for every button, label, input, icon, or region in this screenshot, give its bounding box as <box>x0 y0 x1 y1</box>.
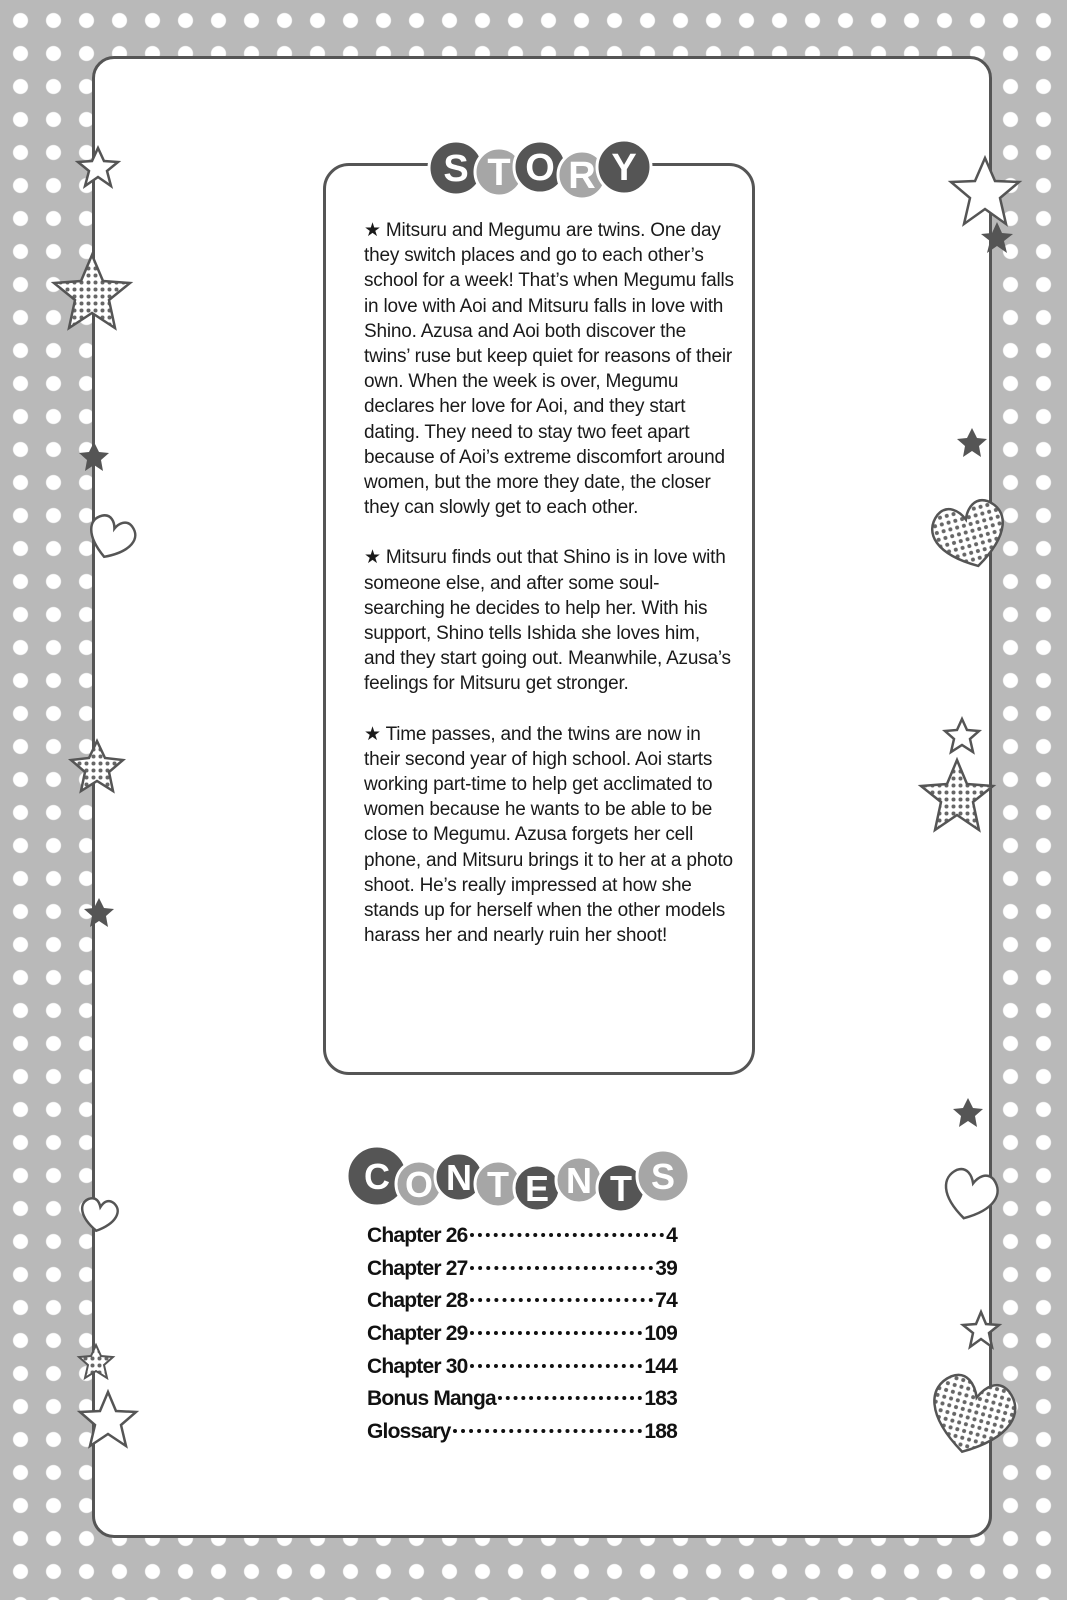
star-outline-icon <box>963 1312 999 1347</box>
right-border-decorations <box>930 150 1040 1490</box>
story-paragraph-1: ★ Mitsuru and Megumu are twins. One day they switch places and go to each other’s school for a week! That’s when Megumu falls in love with Aoi and Mitsuru falls in love with Shino. Azusa and Aoi both discover the twins’ ruse but keep quiet for reasons of their own. When the week is over, Megumu declares her love for Aoi, and they start dating. They need to stay two feet apart because of Aoi’s extreme discomfort around women, but the more they date, the closer they can slowly get to each other. <box>364 220 734 519</box>
star-solid-icon <box>981 222 1013 253</box>
contents-letter: T <box>610 1168 632 1209</box>
heart-dotted-icon <box>923 1370 1021 1462</box>
star-dotted-icon <box>71 741 123 791</box>
star-outline-icon <box>80 1392 136 1446</box>
toc-leader-dots <box>453 1429 643 1433</box>
table-of-contents <box>367 1224 677 1453</box>
star-solid-icon <box>79 442 109 471</box>
toc-page-number: 144 <box>644 1354 677 1378</box>
toc-page-number: 74 <box>655 1289 677 1313</box>
contents-letter: O <box>404 1164 434 1205</box>
story-paragraph-3: ★ Time passes, and the twins are now in their second year of high school. Aoi starts working part-time to help get acclimated to women because he wants to be able to be close to Megumu. Azusa forgets her cell phone, and Mitsuru brings it to her at a photo shoot. He’s really impressed at how she stands up for herself when the other models harass her and nearly ruin her shoot! <box>364 723 733 947</box>
toc-page-number: 4 <box>666 1224 677 1247</box>
toc-leader-dots <box>470 1364 643 1368</box>
star-outline-icon <box>951 158 1019 224</box>
toc-label: Glossary <box>367 1420 451 1444</box>
heart-outline-icon <box>83 512 139 565</box>
toc-page-number: 188 <box>644 1420 677 1444</box>
story-letter: Y <box>611 147 637 189</box>
heart-outline-icon <box>939 1166 1002 1225</box>
toc-entry-chapter-26[interactable] <box>367 1224 677 1257</box>
toc-leader-dots <box>470 1331 643 1335</box>
heart-outline-icon <box>79 1197 120 1234</box>
contents-letter: E <box>524 1168 550 1209</box>
story-letter: R <box>568 155 596 197</box>
contents-letter: N <box>566 1160 592 1201</box>
toc-entry-bonus-manga[interactable] <box>367 1387 677 1420</box>
toc-page-number: 109 <box>644 1322 677 1346</box>
contents-letter: S <box>650 1156 676 1197</box>
contents-letter: N <box>446 1157 472 1198</box>
toc-entry-chapter-29[interactable] <box>367 1322 677 1355</box>
toc-entry-glossary[interactable] <box>367 1420 677 1453</box>
toc-entry-chapter-28[interactable] <box>367 1289 677 1322</box>
contents-title <box>345 1140 705 1218</box>
toc-label: Chapter 27 <box>367 1256 468 1280</box>
star-solid-icon <box>84 898 114 927</box>
toc-entry-chapter-30[interactable] <box>367 1355 677 1388</box>
toc-label: Chapter 30 <box>367 1354 468 1378</box>
toc-entry-chapter-27[interactable] <box>367 1257 677 1290</box>
toc-leader-dots <box>470 1233 665 1237</box>
toc-leader-dots <box>470 1266 654 1270</box>
star-solid-icon <box>957 428 987 457</box>
heart-dotted-icon <box>927 496 1012 575</box>
star-outline-icon <box>945 719 979 752</box>
toc-label: Chapter 29 <box>367 1322 468 1346</box>
story-letter: O <box>525 147 555 189</box>
star-outline-icon <box>78 148 118 186</box>
toc-leader-dots <box>470 1298 654 1302</box>
toc-page-number: 183 <box>644 1387 677 1411</box>
star-dotted-icon <box>79 1345 113 1378</box>
left-border-decorations <box>60 130 160 1450</box>
star-dotted-icon <box>921 760 993 830</box>
star-solid-icon <box>953 1098 983 1127</box>
toc-label: Chapter 26 <box>367 1224 468 1247</box>
story-letter: S <box>443 148 469 190</box>
toc-leader-dots <box>498 1396 642 1400</box>
toc-label: Chapter 28 <box>367 1289 468 1313</box>
toc-label: Bonus Manga <box>367 1387 496 1411</box>
story-letter: T <box>487 152 511 194</box>
toc-page-number: 39 <box>655 1256 677 1280</box>
star-dotted-icon <box>54 255 130 328</box>
contents-letter: C <box>364 1156 390 1197</box>
story-text <box>364 218 734 973</box>
story-title <box>426 136 656 204</box>
contents-letter: T <box>487 1164 509 1205</box>
story-paragraph-2: ★ Mitsuru finds out that Shino is in love with someone else, and after some soul-searching he decides to help her. With his support, Shino tells Ishida she loves him, and they start going out. Meanwhile, Azusa’s feelings for Mitsuru get stronger. <box>364 547 731 695</box>
